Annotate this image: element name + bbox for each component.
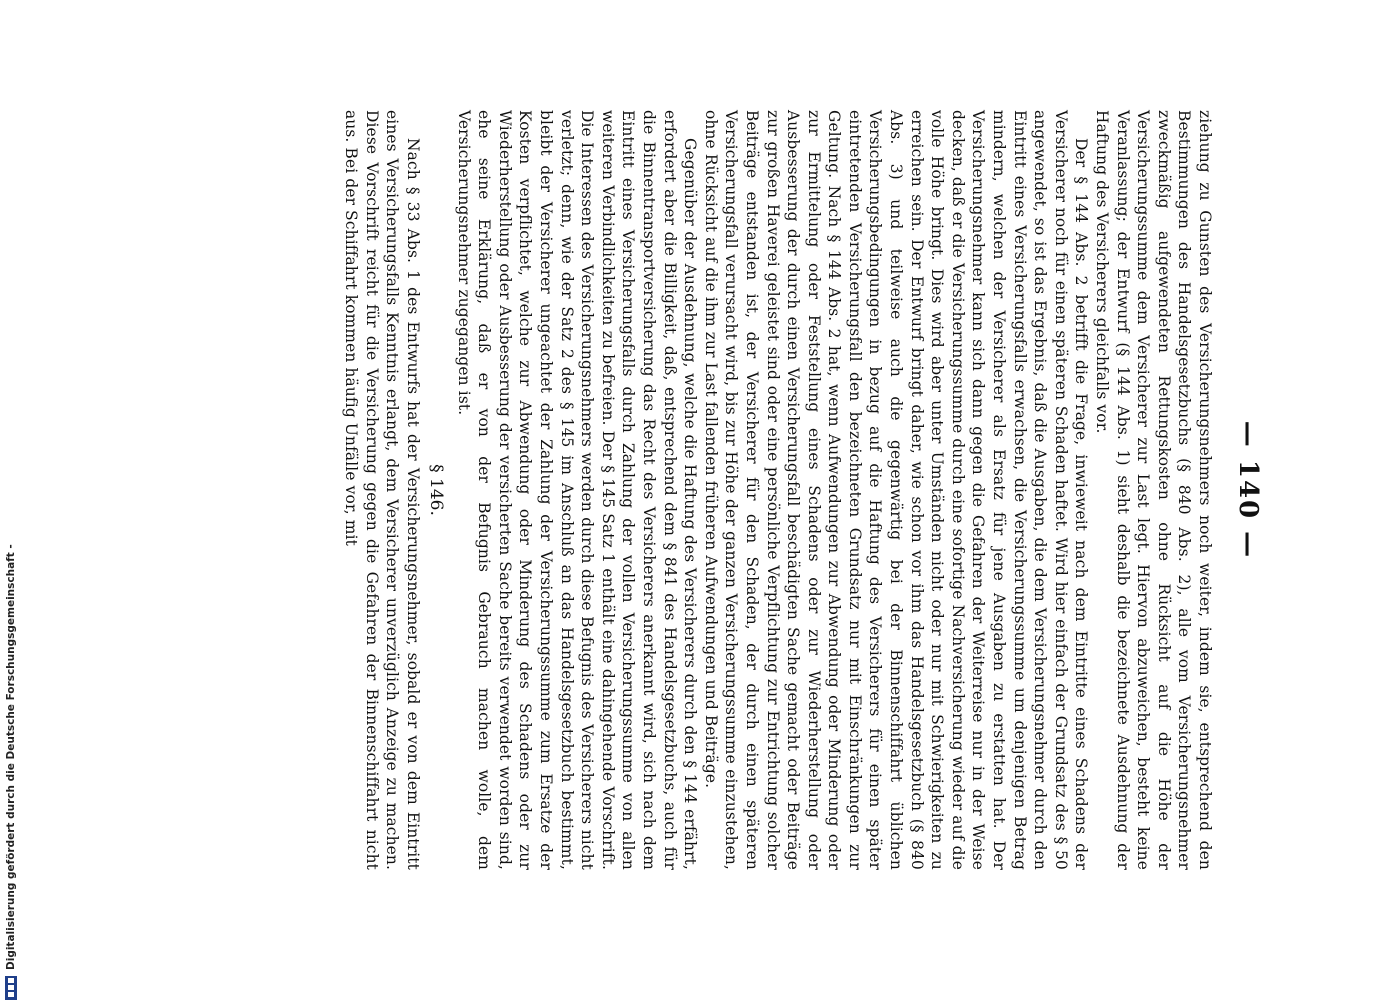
dfg-logo [5,976,17,1000]
section-paragraph: Nach § 33 Abs. 1 des Entwurfs hat der Versicherungsnehmer, sobald er von dem Eintritt eines Versicherungsfalls Kenntnis erlangt, dem Versicherer unverzüglich Anzeige zu machen. Diese Vorschrift reicht für die Versicherung gegen die Gefahren der Binnenschiffahrt nicht aus. Bei der Schiffahrt kommen häufig Unfälle vor, mit [342,110,423,870]
digitization-note: Digitalisierung gefördert durch die Deutsche Forschungsgemeinschaft - [5,544,17,970]
section-heading: § 146. [426,464,447,516]
digitization-footer [2,0,20,1000]
paragraph-3: Gegenüber der Ausdehnung, welche die Haftung des Versicherers durch den § 144 erfährt, erfordert aber die Billigkeit, daß, entsprechend dem § 841 des Handelsgesetzbuchs, auch für die Binnentransportversicherung das Recht des Versicherers anerkannt wird, sich nach dem Eintritt eines Versicherungsfalls durch Zahlung der vollen Versicherungssumme von allen weiteren Verbindlichkeiten zu befreien. Der § 145 Satz 1 enthält eine dahingehende Vorschrift. Die Interessen des Versicherungsnehmers werden durch diese Befugnis des Versicherers nicht verletzt; denn, wie der Satz 2 des § 145 im Anschluß an das Handelsgesetzbuch bestimmt, bleibt der Versicherer ungeachtet der Zahlung der Versicherungssumme zum Ersatze der Kosten verpflichtet, welche zur Abwendung oder Minderung des Schadens oder zur Wiederherstellung oder Ausbesserung der versicherten Sache bereits verwendet worden sind, ehe seine Erklärung, daß er von der Befugnis Gebrauch machen wolle, dem Versicherungsnehmer zugegangen ist. [454,110,700,870]
paragraph-2: Der § 144 Abs. 2 betrifft die Frage, inwieweit nach dem Eintritte eines Schadens der Versicherer noch für einen späteren Schaden haftet. Wird hier einfach der Grundsatz des § 50 angewendet, so ist das Ergebnis, daß die Ausgaben, die dem Versicherungsnehmer durch den Eintritt eines Versicherungsfalls erwachsen, die Versicherungssumme um denjenigen Betrag mindern, welchen der Versicherer als Ersatz für jene Ausgaben zu erstatten hat. Der Versicherungsnehmer kann sich dann gegen die Gefahren der Weiterreise nur in der Weise decken, daß er die Versicherungssumme durch eine sofortige Nachversicherung wieder auf die volle Höhe bringt. Dies wird aber unter Umständen nicht oder nur mit Schwierigkeiten zu erreichen sein. Der Entwurf bringt daher, wie schon vor ihm das Handelsgesetzbuch (§ 840 Abs. 3) und teilweise auch die gegenwärtig bei der Binnenschiffahrt üblichen Versicherungsbedingungen in bezug auf die Haftung des Versicherers für einen später eintretenden Versicherungsfall den bezeichneten Grundsatz nur mit Einschränkungen zur Geltung. Nach § 144 Abs. 2 hat, wenn Aufwendungen zur Abwendung oder Minderung oder zur Ermittelung oder Feststellung eines Schadens oder zur Wiederherstellung oder Ausbesserung der durch einen Versicherungsfall beschädigten Sache gemacht oder Beiträge zur großen Haverei geleistet sind oder eine persönliche Verpflichtung zur Entrichtung solcher Beiträge entstanden ist, der Versicherer für den Schaden, der durch einen späteren Versicherungsfall verursacht wird, bis zur Höhe der ganzen Versicherungssumme einzustehen, ohne Rücksicht auf die ihm zur Last fallenden früheren Aufwendungen und Beiträge. [701,110,1091,870]
page-number: — 140 — [1233,420,1263,560]
paragraph-1: ziehung zu Gunsten des Versicherungsnehmers noch weiter, indem sie, entsprechend den Bestimmungen des Handelsgesetzbuchs (§ 840 Abs. 2), alle vom Versicherungsnehmer zweckmäßig aufgewendeten Rettungskosten ohne Rücksicht auf die Höhe der Versicherungssumme dem Versicherer zur Last legt. Hiervon abzuweichen, besteht keine Veranlassung; der Entwurf (§ 144 Abs. 1) sieht deshalb die bezeichnete Ausdehnung der Haftung des Versicherers gleichfalls vor. [1093,110,1214,870]
rotated-page-content [153,110,1263,870]
